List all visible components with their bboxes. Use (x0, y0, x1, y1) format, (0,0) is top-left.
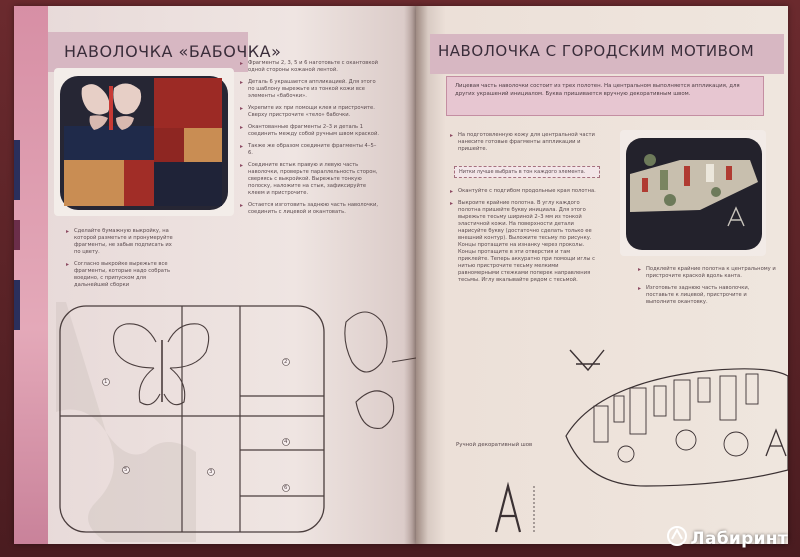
instruction-item: ▸ На подготовленную кожу для центральной части нанесите готовые фрагменты аппликации и пришейте. (450, 132, 600, 153)
instruction-item: ▸ Выкроите крайние полотна. В углу каждого полотна пришейте букву инициала. Для этого вырежьте тесьму шириной 2–3 мм из тонкой эластичной кожи. На поверхности детали нарисуйте букву (достаточно сделать только ее внешний контур). Выложите тесьму по рисунку. Концы протащите на изнанку через проколы. Концы протащите в эти отверстия и там приклейте. Теперь аккуратно при помощи иглы с нитью пристрочите тесьму мелкими равномерными стежками поперек направления тесьмы. Иглу вкалывайте рядом с тесьмой. (450, 200, 600, 284)
pattern-number: 2 (284, 359, 288, 365)
right-page-title: НАВОЛОЧКА С ГОРОДСКИМ МОТИВОМ (438, 42, 755, 60)
left-pink-strip (14, 6, 48, 544)
pattern-number: 1 (104, 379, 108, 385)
right-top-instructions (450, 132, 600, 158)
stitch-caption: Ручной декоративный шов (456, 442, 533, 448)
instruction-item: ▸ Окантованные фрагменты 2–3 и деталь 1 соединить между собой ручным швом краской. (240, 124, 380, 138)
instruction-item: ▸ Также же образом соедините фрагменты 4–5–6. (240, 143, 380, 157)
right-page (416, 6, 788, 544)
city-pillow-photo (620, 130, 766, 256)
pattern-number: 4 (284, 439, 288, 445)
intro-box: Лицевая часть наволочки состоит из трех полотен. На центральном выполняется аппликация, для других украшений инициалом. Буква пришивается вручную декоративным швом. (446, 76, 764, 116)
butterfly-pillow-photo (54, 68, 234, 216)
instruction-item: ▸ Изготовьте заднюю часть наволочки, поставьте к лицевой, пристрочите и выполните окантовку. (638, 285, 778, 306)
instruction-item: ▸ Остается изготовить заднюю часть наволочки, соединить с лицевой и окантовать. (240, 202, 380, 216)
right-mid-instructions (450, 188, 600, 289)
right-side-instructions (638, 266, 778, 311)
labirint-logo-icon (666, 525, 688, 547)
instruction-item: ▸ Укрепите их при помощи клея и пристрочите. Сверху пристрочите «тело» бабочки. (240, 105, 380, 119)
left-page (14, 6, 416, 544)
instruction-item: ▸ Сделайте бумажную выкройку, на которой разметьте и пронумеруйте фрагменты, не забыв подписать их по цвету. (66, 228, 176, 256)
instruction-item: ▸ Соедините встык правую и левую часть наволочки, проверьте параллельность сторон, сверяясь с выкройкой. Вырежьте тонкую полоску, наложите на стык, зафиксируйте клеем и пристрочите. (240, 162, 380, 197)
strip-decoration (14, 280, 20, 330)
left-column-instructions (66, 228, 176, 294)
city-pattern-drawing (476, 336, 788, 536)
pattern-number: 5 (124, 467, 128, 473)
pattern-number: 6 (284, 485, 288, 491)
left-page-title: НАВОЛОЧКА «БАБОЧКА» (64, 42, 282, 61)
strip-decoration (14, 140, 20, 200)
instruction-item: ▸ Подклейте крайние полотна к центральному и пристрочите краской вдоль канта. (638, 266, 778, 280)
pattern-drawing (46, 302, 416, 542)
instruction-item: ▸ Деталь 6 украшается аппликацией. Для этого по шаблону вырежьте из тонкой кожи все элементы «бабочки». (240, 79, 380, 100)
instruction-item: ▸ Фрагменты 2, 3, 5 и 6 наготовьте с окантовкой одной стороны кожаной лентой. (240, 60, 380, 74)
instruction-item: ▸ Окантуйте с подгибом продольные края полотна. (450, 188, 600, 195)
right-column-instructions (240, 60, 380, 221)
pattern-number: 3 (209, 469, 213, 475)
book-gutter (404, 6, 428, 544)
watermark: Лабиринт (690, 529, 788, 549)
thread-note: Нитки лучше выбрать в тон каждого элемента. (454, 166, 600, 178)
instruction-item: ▸ Согласно выкройке вырежьте все фрагменты, которые надо собрать воедино, с припуском для дальнейшей сборки (66, 261, 176, 289)
strip-decoration (14, 220, 20, 250)
